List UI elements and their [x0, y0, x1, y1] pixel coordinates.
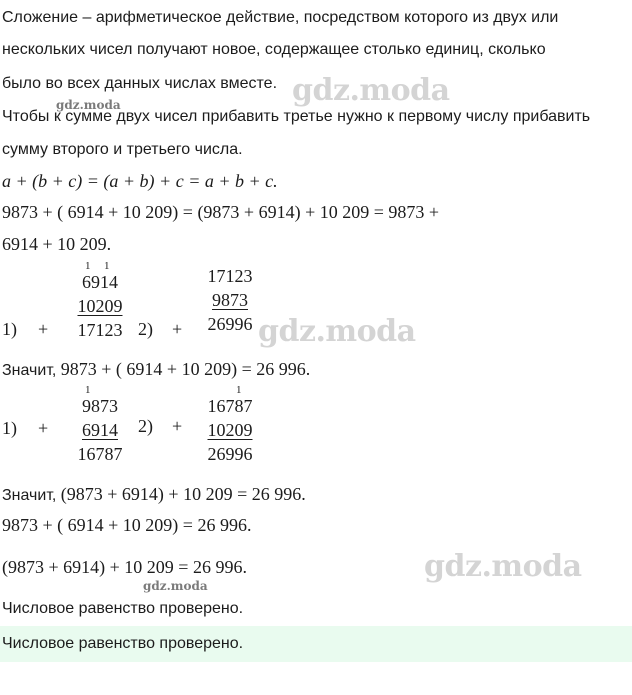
- watermark-logo-3: gdz.moda: [424, 549, 582, 584]
- calc2-step2-addend-b: 10209: [207, 420, 253, 440]
- calc2-step2-sum: 26996: [207, 444, 253, 464]
- definition-line-2: нескольких чисел получают новое, содержащее столько единиц, сколько: [2, 41, 546, 58]
- calc1-step2-label: 2): [138, 319, 153, 339]
- calc2-step1-addend-a: 9873: [82, 396, 118, 416]
- rule-line-2: сумму второго и третьего числа.: [2, 141, 243, 158]
- answer-text: Числовое равенство проверено.: [2, 635, 244, 652]
- calc2-step1-plus: +: [38, 418, 49, 438]
- watermark-logo-2: gdz.moda: [258, 314, 416, 349]
- calc1-step2-plus: +: [172, 319, 183, 339]
- calc2-step2-carry: 1: [236, 384, 242, 396]
- calc2-step2-label: 2): [138, 416, 153, 436]
- associative-formula: a + (b + c) = (a + b) + c = a + b + c.: [2, 171, 278, 191]
- calc1-step1-column: [70, 270, 130, 342]
- rule-line-1: Чтобы к сумме двух чисел прибавить третье нужно к первому числу прибавить: [2, 108, 591, 125]
- watermark-small-2: gdz.moda: [143, 579, 208, 593]
- calc2-step1-column: [70, 394, 130, 466]
- definition-line-1: Сложение – арифметическое действие, посредством которого из двух или: [2, 9, 559, 26]
- calc2-step2-addend-a: 16787: [207, 396, 253, 416]
- calc1-step2-addend-b: 9873: [212, 290, 248, 310]
- check-line-2: (9873 + 6914) + 10 209 = 26 996.: [2, 557, 247, 577]
- watermark-logo-1: gdz.moda: [292, 73, 450, 108]
- calc1-step1-sum: 17123: [77, 320, 123, 340]
- watermark-small-1: gdz.moda: [56, 98, 121, 112]
- result-2-prefix: Значит,: [2, 487, 57, 504]
- calc2-step2-plus: +: [172, 416, 183, 436]
- result-1: [2, 358, 310, 382]
- calc2-step2-column: [200, 394, 260, 466]
- definition-line-3: было во всех данных числах вместе.: [2, 75, 278, 92]
- calc1-step2-addend-a: 17123: [207, 266, 253, 286]
- result-2: [2, 483, 306, 507]
- calc1-step1-addend-b: 10209: [77, 296, 123, 316]
- calc2-step1-addend-b: 6914: [82, 420, 118, 440]
- calc2-step1-carry: 1: [85, 384, 91, 396]
- calc1-step2-sum: 26996: [207, 314, 253, 334]
- answer-box: [0, 626, 632, 662]
- calc1-step1-addend-a: 6914: [82, 272, 118, 292]
- calc1-step2-column: [200, 264, 260, 336]
- calc1-carry-1: 1: [85, 260, 91, 272]
- check-line-1: 9873 + ( 6914 + 10 209) = 26 996.: [2, 515, 252, 535]
- expression-line-1: 9873 + ( 6914 + 10 209) = (9873 + 6914) + 10 209 = 9873 +: [2, 202, 440, 222]
- verified-statement: Числовое равенство проверено.: [2, 600, 244, 617]
- calc2-step1-label: 1): [2, 418, 17, 438]
- result-2-expression: (9873 + 6914) + 10 209 = 26 996.: [60, 484, 306, 504]
- calc2-step1-sum: 16787: [77, 444, 123, 464]
- result-1-expression: 9873 + ( 6914 + 10 209) = 26 996.: [60, 359, 311, 379]
- expression-line-2: 6914 + 10 209.: [2, 234, 112, 254]
- calc1-step1-label: 1): [2, 319, 17, 339]
- calc1-carry-2: 1: [104, 260, 110, 272]
- calc1-step1-plus: +: [38, 319, 49, 339]
- result-1-prefix: Значит,: [2, 362, 57, 379]
